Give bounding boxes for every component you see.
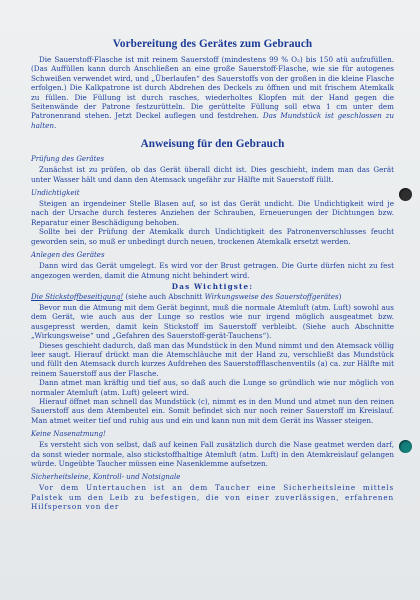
heading-most-important: Das Wichtigste:	[171, 281, 254, 291]
nitrogen-removal-label: Die Stickstoffbeseitigung!	[31, 292, 124, 301]
paragraph-check: Zunächst ist zu prüfen, ob das Gerät überall dicht ist. Dies geschieht, indem man das Gerät unter Wasser hält und dann den Atemsack ungefähr zur Hälfte mit Sauerstoff füllt.	[31, 165, 394, 184]
heading-check: Prüfung des Gerätes	[31, 155, 105, 164]
paragraph-nitrogen-2: Dieses geschieht dadurch, daß man das Mundstück in den Mund nimmt und den Atemsack völlig leer saugt. Hierauf drückt man die Atemschläuche mit der Hand zu, verschließt das Mundstück und füllt den Atemsack durch kurzes Aufdrehen des Sauerstoffflaschenventils (a) ca. zur Hälfte mit reinem Sauerstoff aus der Flasche.	[31, 340, 394, 378]
paragraph-nitrogen-1: Bevor nun die Atmung mit dem Gerät beginnt, muß die normale Atemluft (atm. Luft) sowohl aus dem Gerät, wie auch aus der Lunge so restlos wie nur irgend möglich ausgeatmet bzw. ausgepresst werden, damit kein Stickstoff im Sauerstoff verbleibt. (Siehe auch Abschnitte „Wirkungsweise“ und „Gefahren des Sauerstoff-gerät-Tauchens“).	[31, 302, 394, 341]
preparation-paragraph: Die Sauerstoff-Flasche ist mit reinem Sauerstoff (mindestens 99 % O₂) bis 150 atü aufzufüllen. (Das Auffüllen kann durch Anschließen an eine große Sauerstoff-Flasche, wie sie für autogenes Schweißen verwendet wird, und „Überlaufen“ des Sauerstoffs von der großen in die kleine Flasche erfolgen.) Die Kalkpatrone ist durch Abdrehen des Deckels zu öffnen und mit frischem Atemkalk zu füllen. Die Füllung ist durch rasches, wiederholtes Klopfen mit der Hand gegen die Seitenwände der Patrone festzurütteln. Die gerüttelte Füllung soll etwa 1 cm unter dem Patronenrand stehen. Jetzt Deckel auflegen und festdrehen. Das Mundstück ist geschlossen zu halten.	[31, 55, 394, 130]
paragraph-nitrogen-3: Dann atmet man kräftig und tief aus, so daß auch die Lunge so gründlich wie nur möglich von normaler Atemluft (atm. Luft) geleert wird.	[31, 378, 394, 397]
paragraph-nitrogen-4: Hierauf öffnet man schnell das Mundstück (c), nimmt es in den Mund und atmet nun den reinen Sauerstoff aus dem Atembeutel ein. Somit befindet sich nur noch reiner Sauerstoff im Kreislauf. Man atmet weiter tief und ruhig aus und ein und kann nun mit dem Gerät ins Wasser steigen.	[31, 396, 394, 425]
paragraph-leak-2: Sollte bei der Prüfung der Atemkalk durch Undichtigkeit des Patronenverschlusses feucht geworden sein, so muß er unbedingt durch neuen, trockenen Atemkalk ersetzt werden.	[31, 227, 394, 246]
heading-nitrogen-removal: Die Stickstoffbeseitigung! (siehe auch Abschnitt Wirkungsweise des Sauerstoffgerätes)	[31, 292, 342, 301]
section-title-preparation: Vorbereitung des Gerätes zum Gebrauch	[112, 38, 313, 50]
heading-putting-on: Anlegen des Gerätes	[31, 251, 105, 260]
paragraph-leak-1: Steigen an irgendeiner Stelle Blasen auf, so ist das Gerät undicht. Die Undichtigkeit wird je nach der Ursache durch festeres Anziehen der Schrauben, Erneuerungen der Dichtungen bzw. Reparatur einer Beschädigung behoben.	[31, 199, 394, 227]
punch-hole-bottom	[399, 440, 412, 453]
paragraph-putting-on: Dann wird das Gerät umgelegt. Es wird vor der Brust getragen. Die Gurte dürfen nicht zu fest angezogen werden, damit die Atmung nicht behindert wird.	[31, 261, 394, 280]
heading-leak: Undichtigkeit	[31, 189, 80, 198]
section-title-usage: Anweisung für den Gebrauch	[140, 138, 285, 151]
mouthpiece-note: Das Mundstück ist geschlossen zu halten.	[31, 111, 394, 130]
heading-no-nose-breathing: Keine Nasenatmung!	[31, 430, 106, 439]
heading-safety-line: Sicherheitsleine, Kontroll- und Notsignale	[31, 473, 181, 482]
paragraph-no-nose-breathing: Es versteht sich von selbst, daß auf keinen Fall zusätzlich durch die Nase geatmet werden darf, da sonst wieder normale, also stickstoffhaltige Atemluft (atm. Luft) in den Atemkreislauf gelangen würde. Ungeübte Taucher müssen eine Nasenklemme aufsetzen.	[31, 440, 394, 468]
punch-hole-top	[399, 188, 412, 201]
paragraph-safety-line: Vor dem Untertauchen ist an dem Taucher eine Sicherheitsleine mittels Palstek um den Leib zu befestigen, die von einer zuverlässigen, erfahrenen Hilfsperson von der	[31, 483, 394, 512]
